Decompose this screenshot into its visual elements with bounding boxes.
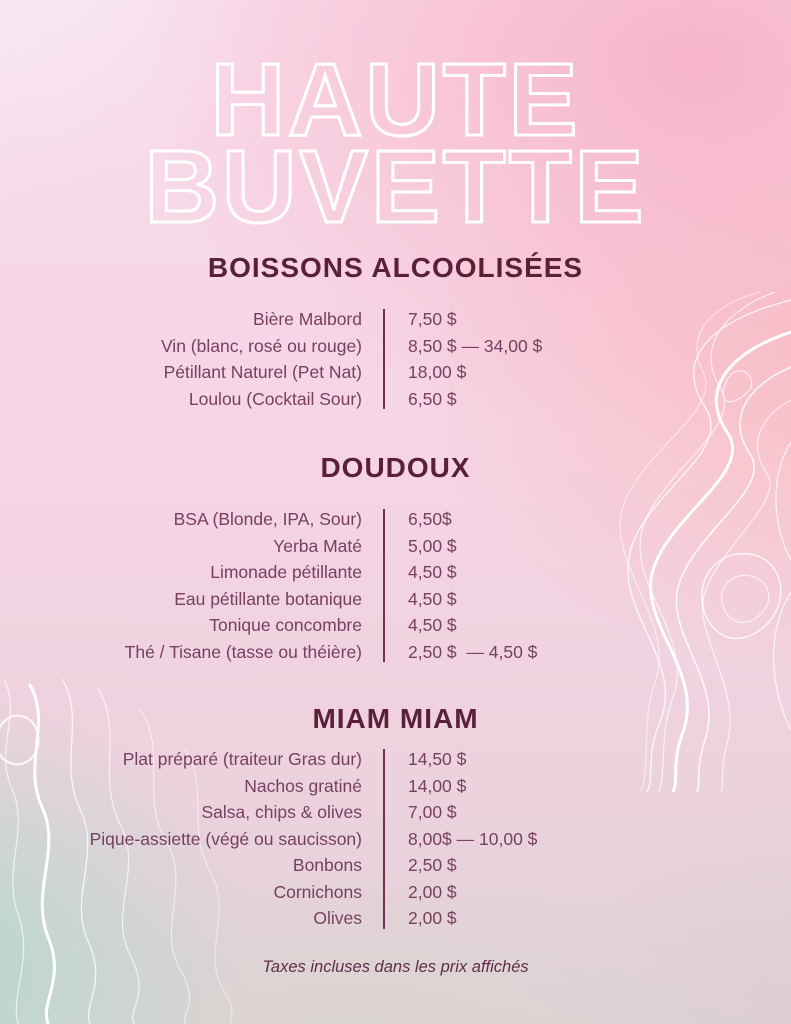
item-name: Nachos gratiné [244, 775, 362, 796]
item-price: 2,50 $ [408, 855, 457, 875]
section-miam-miam [0, 702, 791, 932]
item-price: 8,00$ — 10,00 $ [408, 828, 538, 849]
menu-item-row [0, 639, 791, 666]
item-name: Bière Malbord [253, 309, 362, 329]
item-name: Limonade pétillante [210, 562, 362, 582]
menu-item-row [0, 905, 791, 932]
item-name: Pique-assiette (végé ou saucisson) [89, 828, 362, 849]
menu-item-row [0, 799, 791, 826]
item-price: 8,50 $ — 34,00 $ [408, 335, 543, 356]
item-name: Bonbons [292, 855, 362, 875]
item-price: 14,00 $ [408, 775, 467, 796]
section-heading-miam-miam: MIAM MIAM [312, 703, 479, 734]
item-price: 2,00 $ [408, 881, 457, 902]
item-name: Tonique concombre [209, 615, 362, 635]
item-name: Thé / Tisane (tasse ou théière) [124, 641, 362, 662]
item-price: 4,50 $ [408, 615, 457, 635]
item-name: BSA (Blonde, IPA, Sour) [173, 509, 362, 529]
item-price: 4,50 $ [408, 588, 457, 609]
item-price: 4,50 $ [408, 562, 457, 582]
item-price: 6,50 $ [408, 388, 457, 409]
taxes-note: Taxes incluses dans les prix affichés [262, 957, 529, 976]
item-name: Salsa, chips & olives [201, 802, 362, 822]
title-line-1: HAUTE [210, 42, 581, 157]
section-doudoux [0, 451, 791, 665]
menu-item-row [0, 533, 791, 560]
item-price: 7,50 $ [408, 309, 457, 329]
menu-item-row [0, 826, 791, 853]
item-price: 6,50$ [408, 509, 452, 529]
section-heading-doudoux: DOUDOUX [320, 452, 471, 483]
menu-item-row [0, 506, 791, 533]
item-price: 14,50 $ [408, 749, 467, 769]
item-name: Vin (blanc, rosé ou rouge) [160, 335, 362, 356]
menu-item-row [0, 612, 791, 639]
item-price: 18,00 $ [408, 362, 467, 382]
section-boissons-alcoolisees [0, 251, 791, 412]
item-price: 7,00 $ [408, 802, 457, 822]
menu-item-row [0, 333, 791, 360]
menu-item-row [0, 386, 791, 413]
menu-item-row [0, 359, 791, 386]
item-name: Eau pétillante botanique [174, 588, 362, 609]
menu-item-row [0, 773, 791, 800]
item-name: Yerba Maté [273, 535, 362, 556]
menu-item-row [0, 879, 791, 906]
item-name: Cornichons [273, 881, 362, 902]
menu-item-list [0, 746, 791, 932]
menu-item-list [0, 506, 791, 665]
item-name: Olives [313, 908, 362, 928]
item-price: 5,00 $ [408, 535, 457, 556]
section-heading-boissons-alcoolisees: BOISSONS ALCOOLISÉES [207, 252, 584, 283]
menu-item-row [0, 852, 791, 879]
menu-item-row [0, 306, 791, 333]
item-price: 2,50 $ — 4,50 $ [408, 641, 538, 662]
menu-item-row [0, 586, 791, 613]
menu-item-row [0, 559, 791, 586]
menu-item-list [0, 306, 791, 412]
poster-title [0, 38, 791, 233]
item-name: Pétillant Naturel (Pet Nat) [163, 362, 362, 382]
menu-item-row [0, 746, 791, 773]
item-name: Loulou (Cocktail Sour) [188, 388, 362, 409]
item-price: 2,00 $ [408, 908, 457, 928]
item-name: Plat préparé (traiteur Gras dur) [122, 749, 362, 769]
title-line-2: BUVETTE [144, 129, 647, 233]
